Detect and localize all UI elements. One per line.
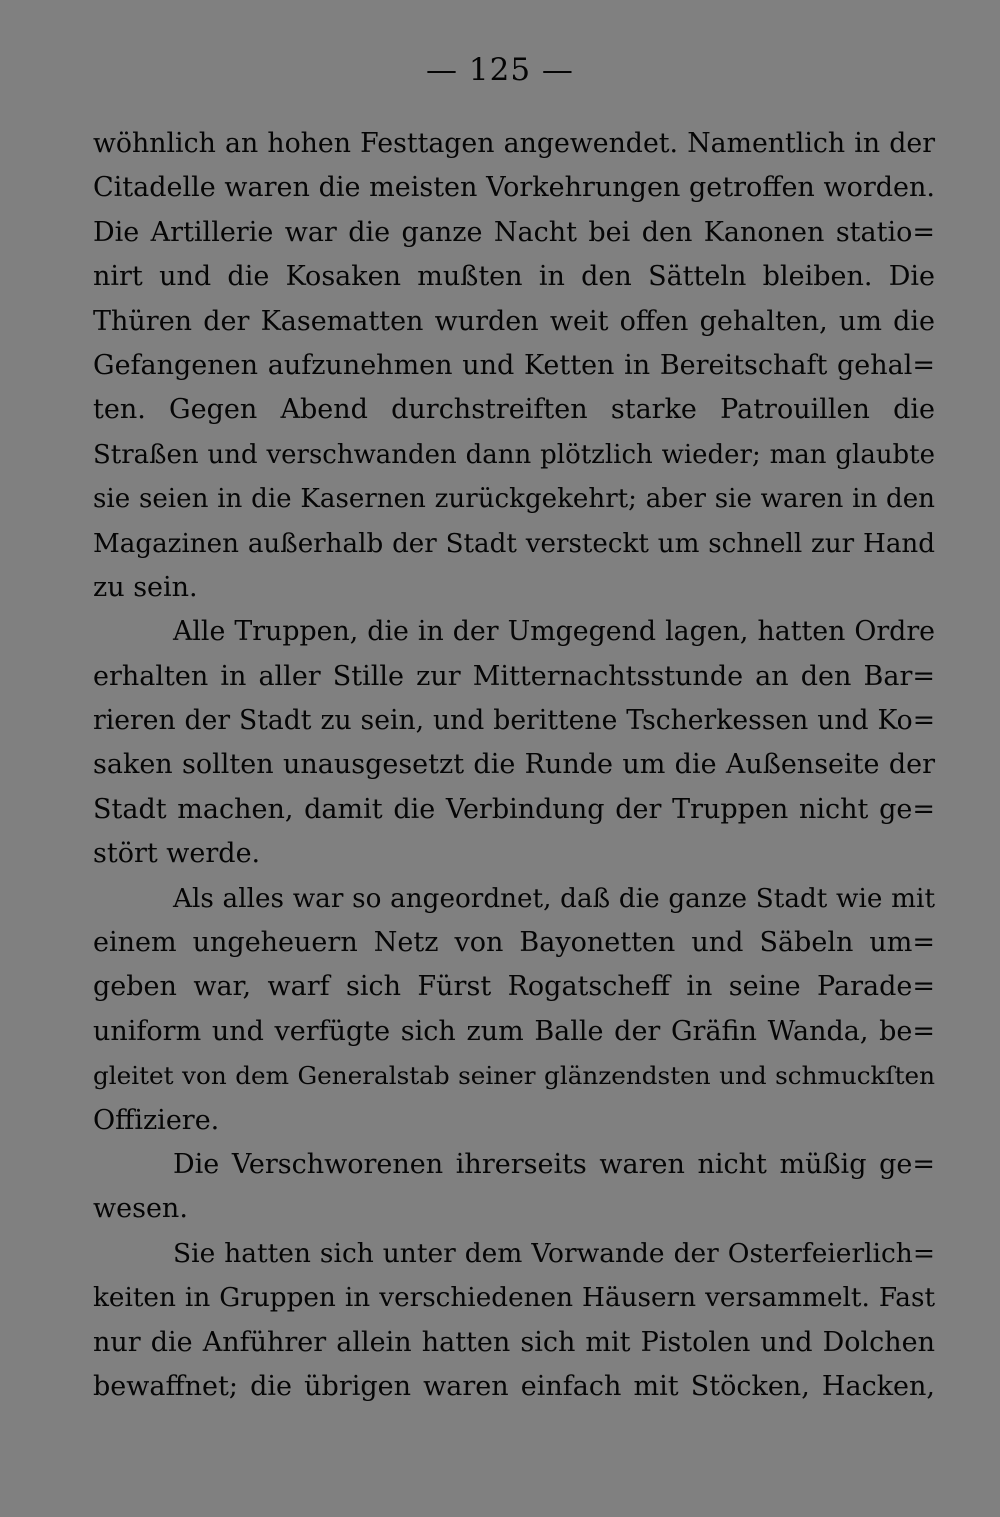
text-line: saken sollten unausgesetzt die Runde um die Außenseite der: [93, 749, 935, 781]
text-line: bewaffnet; die übrigen waren einfach mit Stöcken, Hacken,: [93, 1370, 935, 1402]
text-line: Alle Truppen, die in der Umgegend lagen, hatten Ordre: [173, 616, 935, 648]
text-line: nirt und die Kosaken mußten in den Sätteln bleiben. Die: [93, 261, 935, 293]
text-line: Citadelle waren die meisten Vorkehrungen getroffen worden.: [93, 172, 935, 204]
text-line: nur die Anführer allein hatten sich mit Pistolen und Dolchen: [93, 1326, 935, 1358]
page-number: — 125 —: [426, 52, 574, 88]
body-text: [93, 122, 935, 1409]
text-line: ten. Gegen Abend durchstreiften starke Patrouillen die: [93, 394, 935, 426]
text-line: Gefangenen aufzunehmen und Ketten in Bereitschaft gehal=: [93, 349, 935, 381]
text-line: einem ungeheuern Netz von Bayonetten und Säbeln um=: [93, 927, 935, 959]
text-line: Als alles war so angeordnet, daß die ganze Stadt wie mit: [173, 883, 935, 914]
text-line: uniform und verfügte sich zum Balle der Gräfin Wanda, be=: [93, 1015, 935, 1047]
text-line: Thüren der Kasematten wurden weit offen gehalten, um die: [93, 305, 935, 337]
text-line: stört werde.: [93, 838, 261, 870]
text-line: Magazinen außerhalb der Stadt versteckt um schnell zur Hand: [93, 528, 935, 559]
text-line: geben war, warf sich Fürst Rogatscheff in seine Parade=: [93, 971, 935, 1003]
text-line: sie seien in die Kasernen zurückgekehrt; aber sie waren in den: [93, 484, 935, 515]
text-line: wesen.: [93, 1193, 188, 1225]
text-line: Die Artillerie war die ganze Nacht bei den Kanonen statio=: [93, 216, 935, 248]
text-line: Die Verschworenen ihrerseits waren nicht müßig ge=: [173, 1148, 935, 1180]
text-line: keiten in Gruppen in verschiedenen Häusern versammelt. Fast: [93, 1283, 935, 1314]
text-line: wöhnlich an hohen Festtagen angewendet. Namentlich in der: [93, 128, 935, 159]
text-line: rieren der Stadt zu sein, und berittene Tscherkessen und Ko=: [93, 705, 935, 737]
text-line: Straßen und verschwanden dann plötzlich wieder; man glaubte: [93, 439, 935, 470]
text-line: erhalten in aller Stille zur Mitternachtsstunde an den Bar=: [93, 660, 935, 692]
text-line: gleitet von dem Generalstab seiner glänzendsten und schmuckſten: [93, 1061, 935, 1091]
text-line: Offiziere.: [93, 1104, 220, 1136]
text-line: Stadt machen, damit die Verbindung der Truppen nicht ge=: [93, 793, 935, 825]
text-line: Sie hatten sich unter dem Vorwande der Osterfeierlich=: [173, 1237, 935, 1269]
text-line: zu sein.: [93, 571, 198, 603]
